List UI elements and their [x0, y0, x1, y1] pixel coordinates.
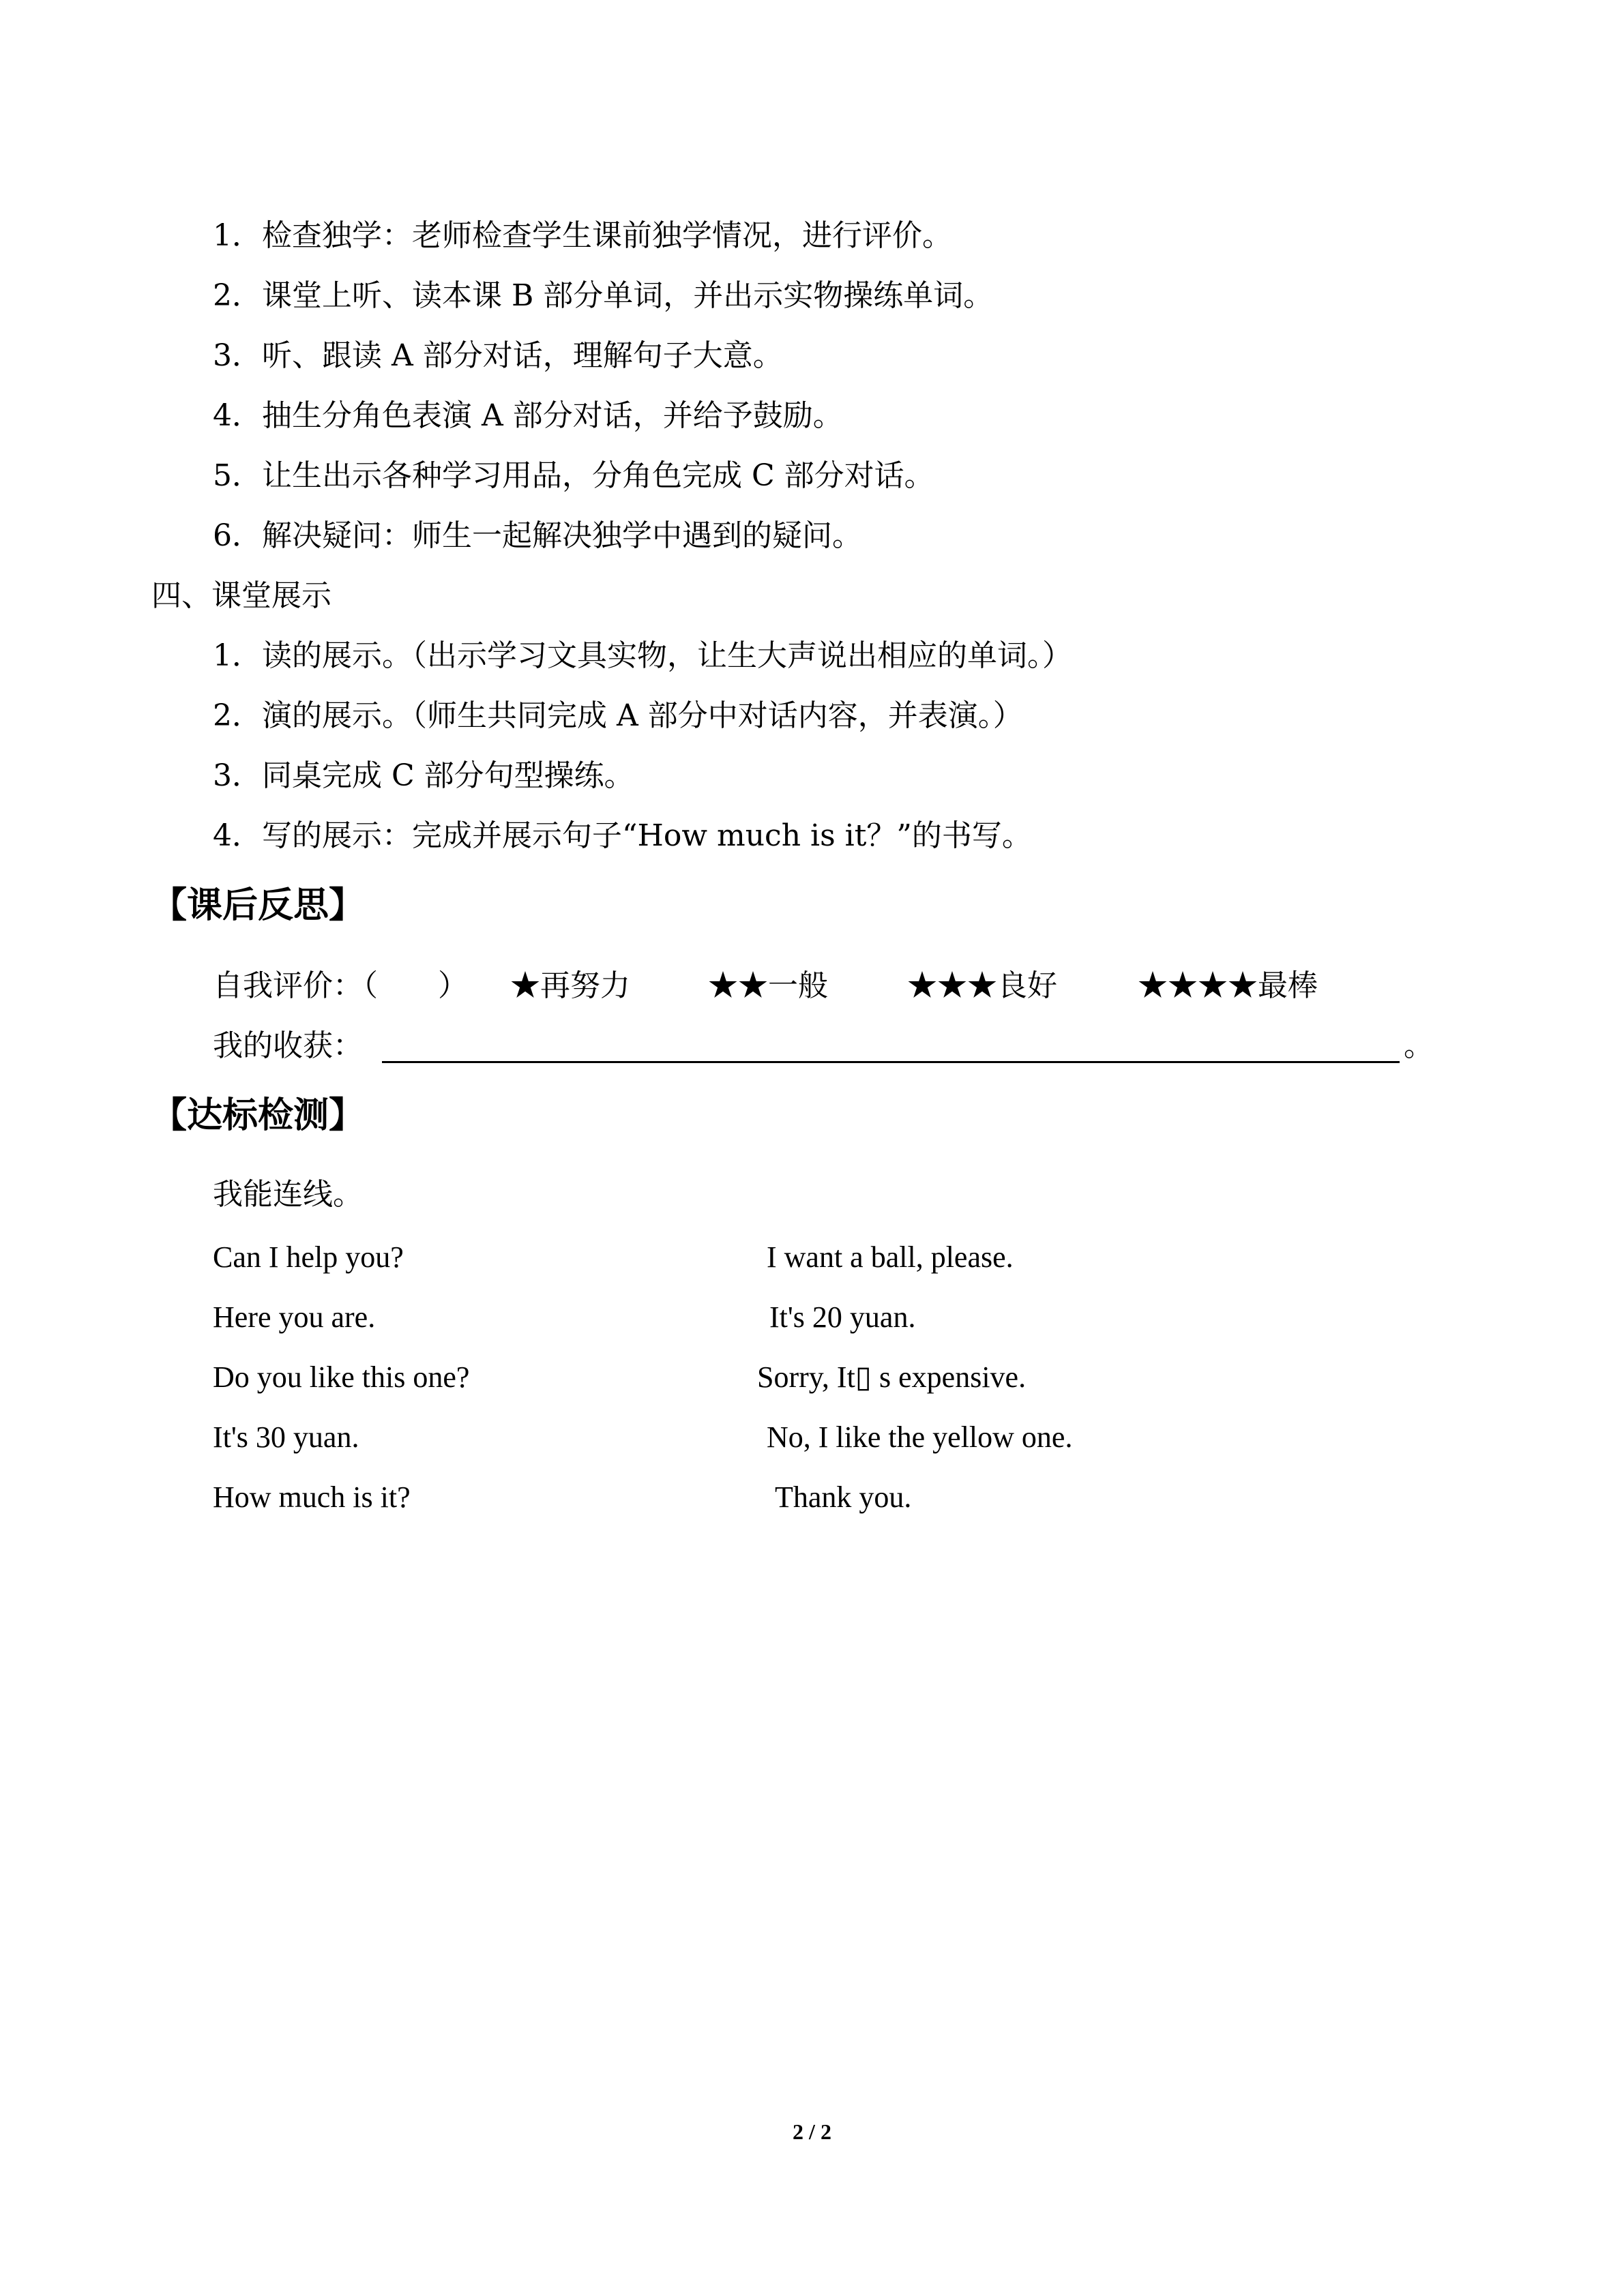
reflection-heading: 【课后反思】 — [151, 885, 365, 926]
match-left-item: Here you are. — [213, 1300, 376, 1334]
match-left-item: Do you like this one? — [213, 1360, 470, 1394]
rating-option: ★再努力 — [510, 968, 630, 1003]
step-item: 1．检查独学：老师检查学生课前独学情况，进行评价。 — [213, 218, 952, 253]
step-item: 4．抽生分角色表演 A 部分对话，并给予鼓励。 — [213, 398, 843, 433]
step-item: 2．演的展示。（师生共同完成 A 部分中对话内容，并表演。） — [213, 698, 1023, 733]
self-eval-label: 自我评价：（ ） — [213, 968, 468, 1003]
rating-option: ★★★良好 — [907, 968, 1057, 1003]
match-left-item: It's 30 yuan. — [213, 1420, 359, 1454]
match-right-item: Sorry, It▯ s expensive. — [757, 1360, 1027, 1394]
step-item: 3．听、跟读 A 部分对话，理解句子大意。 — [213, 338, 783, 373]
section-title: 四、课堂展示 — [151, 578, 331, 613]
match-right-item: Thank you. — [775, 1480, 912, 1514]
page-number: 2 / 2 — [793, 2119, 831, 2144]
step-item: 1．读的展示。（出示学习文具实物，让生大声说出相应的单词。） — [213, 638, 1072, 673]
harvest-label: 我的收获： — [213, 1028, 363, 1063]
test-instruction: 我能连线。 — [213, 1177, 363, 1212]
step-item: 2．课堂上听、读本课 B 部分单词，并出示实物操练单词。 — [213, 278, 994, 313]
test-heading: 【达标检测】 — [151, 1095, 365, 1136]
step-item: 5．让生出示各种学习用品，分角色完成 C 部分对话。 — [213, 458, 934, 493]
harvest-period: 。 — [1404, 1028, 1434, 1063]
step-item: 6．解决疑问：师生一起解决独学中遇到的疑问。 — [213, 518, 862, 553]
rating-option: ★★★★最棒 — [1138, 968, 1318, 1003]
match-right-item: No, I like the yellow one. — [767, 1420, 1073, 1454]
rating-option: ★★一般 — [708, 968, 828, 1003]
step-item: 3．同桌完成 C 部分句型操练。 — [213, 758, 634, 793]
match-right-item: I want a ball, please. — [767, 1240, 1014, 1274]
match-right-item: It's 20 yuan. — [769, 1300, 916, 1334]
harvest-blank-line[interactable] — [382, 1061, 1400, 1063]
match-left-item: How much is it? — [213, 1480, 411, 1514]
match-left-item: Can I help you? — [213, 1240, 404, 1274]
step-item: 4．写的展示：完成并展示句子“How much is it？”的书写。 — [213, 818, 1032, 853]
